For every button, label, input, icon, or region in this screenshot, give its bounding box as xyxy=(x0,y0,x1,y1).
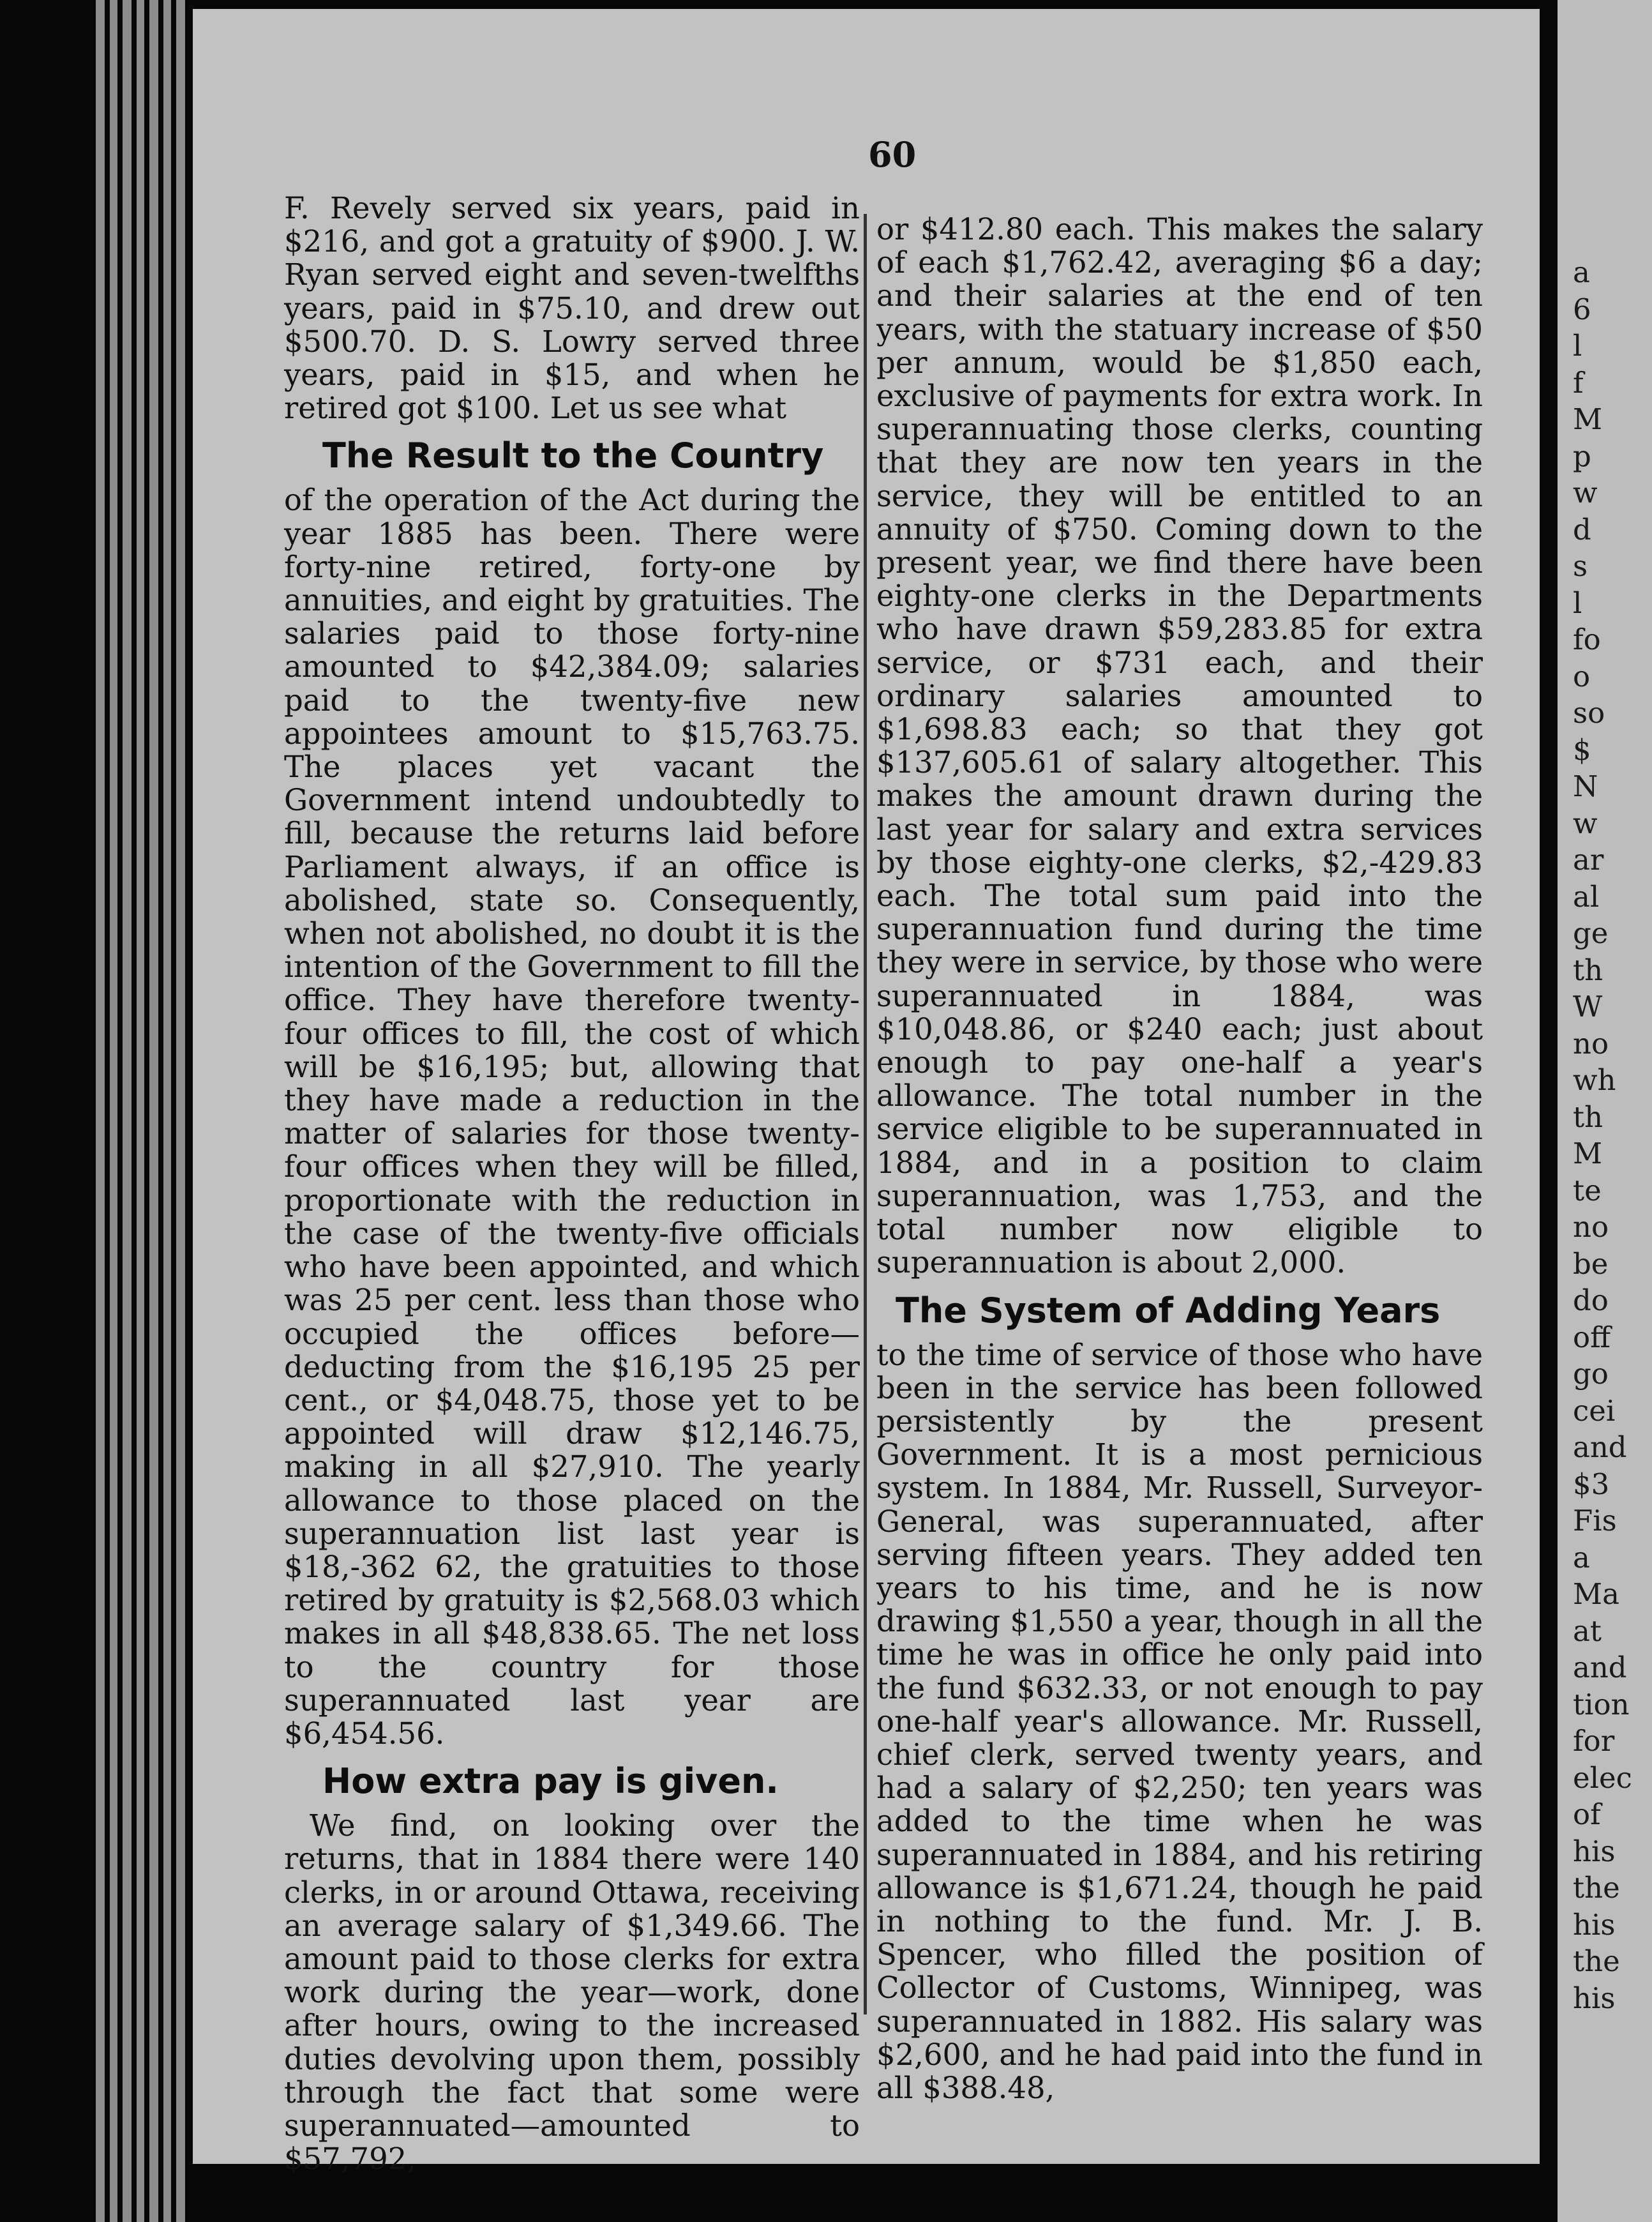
page-fragment-text: M xyxy=(1573,402,1603,436)
page-fragment-text: his xyxy=(1573,1981,1616,2015)
book-edge xyxy=(110,0,117,2222)
book-edge xyxy=(176,0,185,2222)
page-fragment-text: W xyxy=(1573,990,1603,1024)
section-heading: The System of Adding Years xyxy=(896,1290,1441,1331)
paragraph: or $412.80 each. This makes the salary of each $1,762.42, averaging $6 a day; and their salaries at the end of ten years, with the statuary increase of $50 per annum, would be $1,850 each, exclusive of payments for extra work. In superannuating those clerks, counting that they are now ten years in the service, they will be entitled to an annuity of $750. Coming down to the present year, we find there have been eighty-one clerks in the Departments who have drawn $59,283.85 for extra service, or $731 each, and their ordinary salaries amounted to $1,698.83 each; so that they got $137,605.61 of salary altogether. This makes the amount drawn during the last year for salary and extra services by those eighty-one clerks, $2,-429.83 each. The total sum paid into the superannuation fund during the time they were in service, by those who were superannuated in 1884, was $10,048.86, or $240 each; just about enough to pay one-half a year's allowance. The total number in the service eligible to be superannuated in 1884, and in a position to claim superannuation, was 1,753, and the total number now eligible to superannuation is about 2,000. xyxy=(876,212,1483,1280)
page-fragment-text: tion xyxy=(1573,1687,1630,1721)
book-edge xyxy=(96,0,105,2222)
book-edge xyxy=(137,0,144,2222)
page-fragment-text: f xyxy=(1573,365,1584,400)
page-fragment-text: M xyxy=(1573,1137,1603,1170)
paragraph: of the operation of the Act during the year 1885 has been. There were forty-nine retired, forty-one by annuities, and eight by gratuities. The salaries paid to those forty-nine amounted to $42,384.09; salaries paid to the twenty-five new appointees amount to $15,763.75. The places yet vacant the Government intend undoubtedly to fill, because the returns laid before Parliament always, if an office is abolished, state so. Consequently, when not abolished, no doubt it is the intention of the Government to fill the office. They have therefore twenty-four offices to fill, the cost of which will be $16,195; but, allowing that they have made a reduction in the matter of salaries for those twenty-four offices when they will be filled, proportionate with the reduction in the case of the twenty-five officials who have been appointed, and which was 25 per cent. less than those who occupied the offices before—deducting from the $16,195 25 per cent., or $4,048.75, those yet to be appointed will draw $12,146.75, making in all $27,910. The yearly allowance to those placed on the superannuation list last year is $18,-362 62, the gratuities to those retired by gratuity is $2,568.03 which makes in all $48,838.65. The net loss to the country for those superannuated last year are $6,454.56. xyxy=(284,483,860,1751)
page-fragment-text: so xyxy=(1573,696,1605,730)
page-fragment-text: l xyxy=(1573,329,1582,363)
page-fragment-text: Fis xyxy=(1573,1504,1617,1538)
section-heading: How extra pay is given. xyxy=(322,1761,779,1802)
paragraph: to the time of service of those who have been in the service has been followed persistently by the present Government. It is a most pernicious system. In 1884, Mr. Russell, Surveyor-General, was superannuated, after serving fifteen years. They added ten years to his time, and he is now drawing $1,550 a year, though in all the time he was in office he only paid into the fund $632.33, or not enough to pay one-half year's allowance. Mr. Russell, chief clerk, served twenty years, and had a salary of $2,250; ten years was added to the time when he was superannuated in 1884, and his retiring allowance is $1,671.24, though he paid in nothing to the fund. Mr. J. B. Spencer, who filled the position of Collector of Customs, Winnipeg, was superannuated in 1882. His salary was $2,600, and he had paid into the fund in all $388.48, xyxy=(876,1337,1483,2105)
column-divider xyxy=(864,214,867,2014)
page-fragment-text: $3 xyxy=(1573,1467,1610,1501)
page-fragment-text: wh xyxy=(1573,1063,1616,1097)
page-fragment-text: do xyxy=(1573,1283,1609,1317)
page-fragment-text: o xyxy=(1573,659,1591,693)
paragraph: We find, on looking over the returns, that in 1884 there were 140 clerks, in or around Ottawa, receiving an average salary of $1,349.66. The amount paid to those clerks for extra work during the year—work, done after hours, owing to the increased duties devolving upon them, possibly through the fact that some were superannuated—amounted to $57,792, xyxy=(284,1808,860,2177)
page-fragment-text: w xyxy=(1573,806,1598,840)
page-fragment-text: th xyxy=(1573,1100,1603,1134)
page-fragment-text: off xyxy=(1573,1320,1611,1354)
page-fragment-text: be xyxy=(1573,1246,1609,1281)
page-fragment-text: fo xyxy=(1573,623,1601,656)
page-fragment-text: a xyxy=(1573,1540,1590,1575)
page-fragment-text: a xyxy=(1573,255,1590,289)
page-fragment-text: the xyxy=(1573,1944,1620,1978)
page-fragment-text: s xyxy=(1573,549,1588,583)
page-fragment-text: and xyxy=(1573,1430,1627,1464)
page-fragment-text: elec xyxy=(1573,1760,1632,1795)
page-fragment-text: w xyxy=(1573,476,1598,510)
page-fragment-text: no xyxy=(1573,1210,1609,1244)
page-fragment-text: his xyxy=(1573,1907,1616,1942)
page-fragment-text: $ xyxy=(1573,732,1591,767)
page-fragment-text: te xyxy=(1573,1173,1602,1207)
page-fragment-text: 6 xyxy=(1573,292,1591,326)
book-edge xyxy=(123,0,131,2222)
page-fragment-text: cei xyxy=(1573,1393,1616,1428)
page-fragment-text: ge xyxy=(1573,916,1609,950)
page-fragment-text: his xyxy=(1573,1834,1616,1868)
page-fragment-text: at xyxy=(1573,1614,1602,1648)
page-fragment-text: N xyxy=(1573,769,1598,803)
page-fragment-text: and xyxy=(1573,1651,1627,1684)
page-number: 60 xyxy=(868,134,917,175)
page-fragment-text: for xyxy=(1573,1724,1615,1758)
book-edge xyxy=(163,0,171,2222)
paragraph: F. Revely served six years, paid in $216, and got a gratuity of $900. J. W. Ryan served eight and seven-twelfths years, paid in $75.10, and drew out $500.70. D. S. Lowry served three years, paid in $15, and when he retired got $100. Let us see what xyxy=(284,191,860,426)
page-fragment-text: al xyxy=(1573,879,1600,914)
section-heading: The Result to the Country xyxy=(322,435,824,476)
page-fragment-text: l xyxy=(1573,586,1582,620)
right-column xyxy=(876,213,1483,2105)
page-fragment-text: the xyxy=(1573,1871,1620,1905)
page-fragment-text: of xyxy=(1573,1797,1601,1831)
page-fragment-text: go xyxy=(1573,1357,1609,1391)
page-fragment-text: ar xyxy=(1573,843,1604,877)
page-fragment-text: th xyxy=(1573,953,1603,987)
adjacent-page-fragment xyxy=(1558,0,1652,2222)
book-edge xyxy=(149,0,158,2222)
page-fragment-text: d xyxy=(1573,512,1591,547)
page-fragment-text: p xyxy=(1573,439,1591,473)
page-fragment-text: no xyxy=(1573,1026,1609,1061)
page-fragment-text: Ma xyxy=(1573,1577,1619,1611)
left-column xyxy=(284,192,860,2175)
